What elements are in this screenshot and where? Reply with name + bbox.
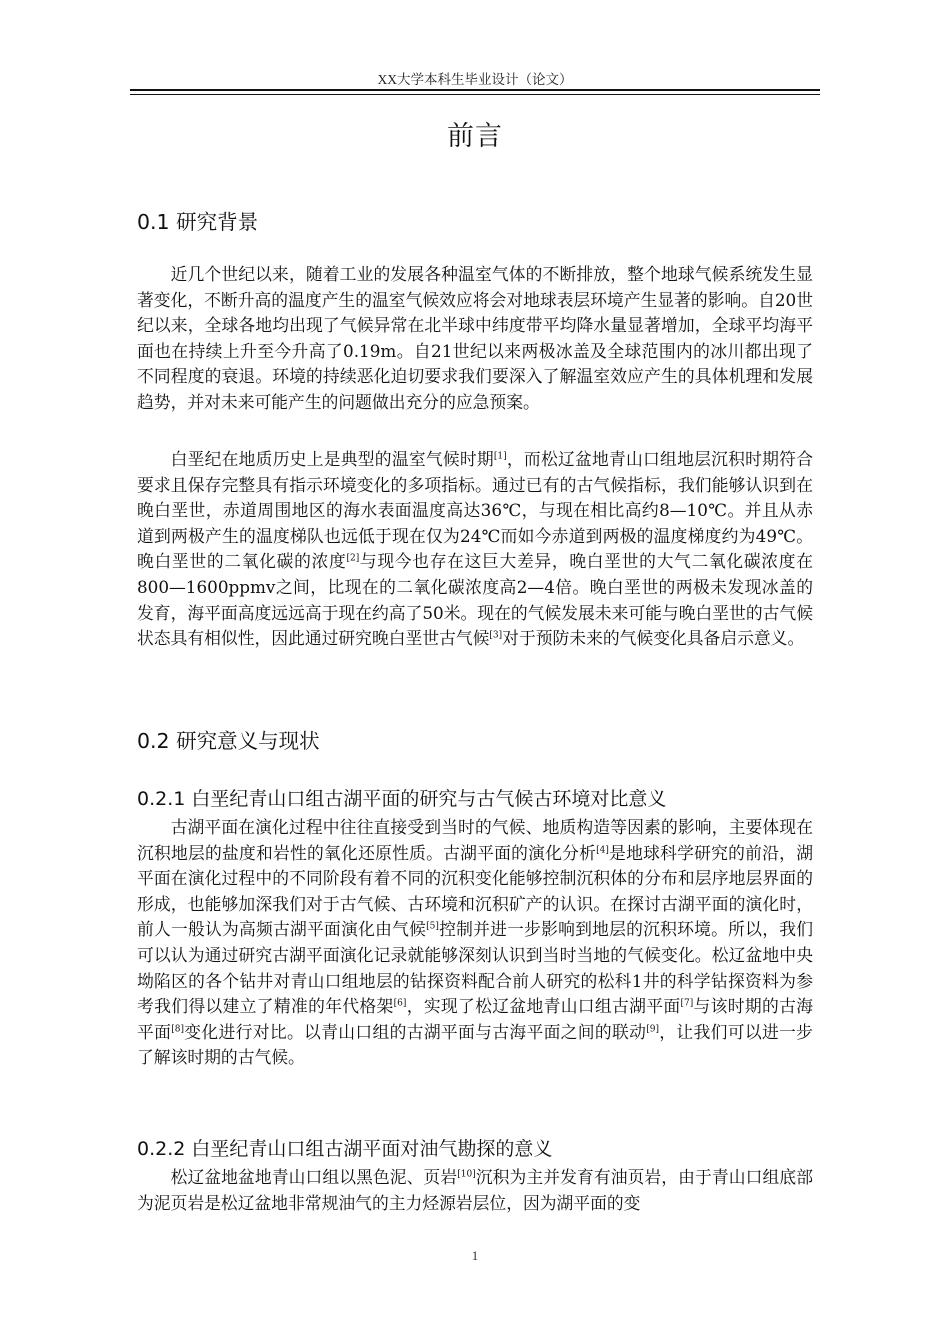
section-heading-0-1: 0.1 研究背景 (137, 210, 259, 234)
paragraph (137, 447, 813, 652)
paragraph-text: 对于预防未来的气候变化具备启示意义。 (502, 628, 805, 649)
citation-ref: [7] (680, 998, 694, 1009)
running-header: XX大学本科生毕业设计（论文） (377, 72, 573, 87)
paragraph (137, 1165, 813, 1216)
paragraph-text: 是地球科学研究的前沿，湖平面在演化过程中的不同阶段有着不同的沉积变化能够控制沉积体的分布和层序地层界面的形成，也能够加深我们对于古气候、古环境和沉积矿产的认识。在探讨古湖平面的演化时，前人一般认为高频古湖平面演化由气候 (137, 842, 813, 940)
citation-ref: [6] (393, 998, 407, 1009)
citation-ref: [9] (646, 1024, 659, 1035)
citation-ref: [5] (426, 921, 439, 932)
paragraph-text: 白垩纪在地质历史上是典型的温室气候时期 (170, 449, 494, 469)
paragraph (137, 262, 813, 416)
citation-ref: [3] (489, 630, 503, 641)
paragraph (137, 815, 813, 1071)
paragraph-text: ，让我们可以进一步了解该时期的古气候。 (137, 1021, 813, 1068)
paragraph-text: 控制并进一步影响到地层的沉积环境。所以，我们可以认为通过研究古湖平面演化记录就能够深刻认识到当时当地的气候变化。松辽盆地中央坳陷区的各个钻井对青山口组地层的钻探资料配合前人研究的松科1井的科学钻探资料为参考我们得以建立了精准的年代格架 (137, 919, 813, 1017)
page-number: 1 (471, 1248, 479, 1263)
section-heading-0-2: 0.2 研究意义与现状 (137, 729, 320, 753)
paragraph-text: 近几个世纪以来，随着工业的发展各种温室气体的不断排放，整个地球气候系统发生显著变化，不断升高的温度产生的温室气候效应将会对地球表层环境产生显著的影响。自20世纪以来，全球各地均出现了气候异常在北半球中纬度带平均降水量显著增加，全球平均海平面也在持续上升至今升高了0.19m。自21世纪以来两极冰盖及全球范围内的冰川都出现了不同程度的衰退。环境的持续恶化迫切要求我们要深入了解温室效应产生的具体机理和发展趋势，并对未来可能产生的问题做出充分的应急预案。 (137, 264, 813, 412)
paragraph-text: 沉积为主并发育有油页岩，由于青山口组底部为泥页岩是松辽盆地非常规油气的主力烃源岩层位，因为湖平面的变 (137, 1167, 813, 1213)
paragraph-text: 变化进行对比。以青山口组的古湖平面与古海平面之间的联动 (183, 1021, 647, 1042)
paragraph-text: ，而松辽盆地青山口组地层沉积时期符合要求且保存完整具有指示环境变化的多项指标。通过已有的古气候指标，我们能够认识到在晚白垩世，赤道周围地区的海水表面温度高达36℃，与现在相比高约8—10℃。并且从赤道到两极产生的温度梯队也远低于现在仅为24℃而如今赤道到两极的温度梯度约为49℃。晚白垩世的二氧化碳的浓度 (137, 449, 813, 572)
citation-ref: [8] (171, 1024, 184, 1035)
citation-ref: [1] (493, 451, 507, 462)
citation-ref: [4] (596, 845, 609, 855)
header-rule-thin (130, 94, 820, 95)
page-title: 前言 (447, 121, 503, 152)
paragraph-text: 与现今也存在这巨大差异，晚白垩世的大气二氧化碳浓度在800—1600ppmv之间，比现在的二氧化碳浓度高2—4倍。晚白垩世的两极未发现冰盖的发育，海平面高度远远高于现在约高了50米。现在的气候发展未来可能与晚白垩世的古气候状态具有相似性，因此通过研究晚白垩世古气候 (137, 551, 813, 649)
citation-ref: [2] (346, 553, 360, 564)
subsection-heading-0-2-2: 0.2.2 白垩纪青山口组古湖平面对油气勘探的意义 (137, 1138, 553, 1160)
paragraph-text: 松辽盆地盆地青山口组以黑色泥、页岩 (170, 1167, 458, 1187)
subsection-heading-0-2-1: 0.2.1 白垩纪青山口组古湖平面的研究与古气候古环境对比意义 (137, 788, 667, 810)
paragraph-text: 与该时期的古海平面 (137, 996, 813, 1042)
paragraph-text: ，实现了松辽盆地青山口组古湖平面 (406, 996, 681, 1017)
paragraph-text: 古湖平面在演化过程中往往直接受到当时的气候、地质构造等因素的影响，主要体现在沉积地层的盐度和岩性的氧化还原性质。古湖平面的演化分析 (137, 817, 813, 863)
citation-ref: [10] (457, 1169, 476, 1180)
header-rule-thick (130, 89, 820, 91)
